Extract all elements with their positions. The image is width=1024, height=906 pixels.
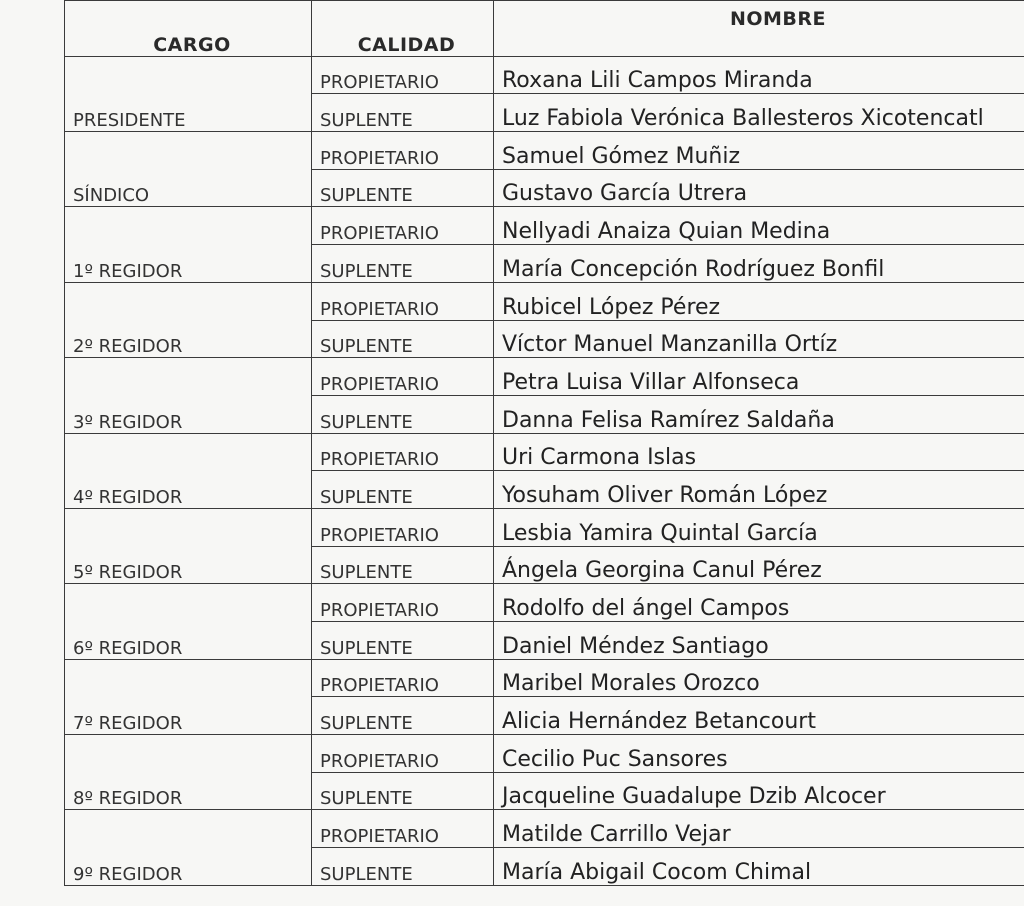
calidad-cell: SUPLENTE [312, 697, 494, 735]
calidad-cell: PROPIETARIO [312, 584, 494, 622]
nombre-cell: Cecilio Puc Sansores [494, 735, 1024, 773]
cargo-cell: 7º REGIDOR [65, 659, 312, 734]
nombre-cell: Uri Carmona Islas [494, 433, 1024, 471]
table-row [65, 508, 1024, 546]
calidad-cell: PROPIETARIO [312, 810, 494, 848]
nombre-cell: Matilde Carrillo Vejar [494, 810, 1024, 848]
nombre-cell: Gustavo García Utrera [494, 169, 1024, 207]
table-row [65, 735, 1024, 773]
calidad-cell: SUPLENTE [312, 848, 494, 886]
table-row [65, 584, 1024, 622]
cargo-cell: SÍNDICO [65, 132, 312, 207]
nombre-cell: María Concepción Rodríguez Bonfil [494, 245, 1024, 283]
cargo-cell: 8º REGIDOR [65, 735, 312, 810]
calidad-cell: PROPIETARIO [312, 56, 494, 94]
nombre-cell: Ángela Georgina Canul Pérez [494, 546, 1024, 584]
calidad-cell: SUPLENTE [312, 320, 494, 358]
calidad-cell: SUPLENTE [312, 395, 494, 433]
calidad-cell: PROPIETARIO [312, 282, 494, 320]
calidad-cell: PROPIETARIO [312, 207, 494, 245]
calidad-cell: PROPIETARIO [312, 433, 494, 471]
nombre-cell: Lesbia Yamira Quintal García [494, 508, 1024, 546]
cargo-cell: 3º REGIDOR [65, 358, 312, 433]
nombre-cell: Rodolfo del ángel Campos [494, 584, 1024, 622]
nombre-cell: Maribel Morales Orozco [494, 659, 1024, 697]
header-nombre: NOMBRE [494, 1, 1024, 57]
cargo-cell: 4º REGIDOR [65, 433, 312, 508]
table-row [65, 56, 1024, 94]
table-row [65, 132, 1024, 170]
calidad-cell: PROPIETARIO [312, 508, 494, 546]
nombre-cell: Rubicel López Pérez [494, 282, 1024, 320]
nombre-cell: Daniel Méndez Santiago [494, 622, 1024, 660]
table-row [65, 659, 1024, 697]
table-row [65, 358, 1024, 396]
calidad-cell: PROPIETARIO [312, 735, 494, 773]
cargo-cell: 6º REGIDOR [65, 584, 312, 659]
cargo-cell: PRESIDENTE [65, 56, 312, 131]
nombre-cell: Nellyadi Anaiza Quian Medina [494, 207, 1024, 245]
cargo-cell: 9º REGIDOR [65, 810, 312, 885]
calidad-cell: SUPLENTE [312, 546, 494, 584]
nombre-cell: Alicia Hernández Betancourt [494, 697, 1024, 735]
nombre-cell: Yosuham Oliver Román López [494, 471, 1024, 509]
calidad-cell: PROPIETARIO [312, 132, 494, 170]
calidad-cell: PROPIETARIO [312, 358, 494, 396]
table-row [65, 207, 1024, 245]
nombre-cell: Jacqueline Guadalupe Dzib Alcocer [494, 772, 1024, 810]
cargo-cell: 5º REGIDOR [65, 508, 312, 583]
table-body [65, 56, 1024, 885]
nombre-cell: Samuel Gómez Muñiz [494, 132, 1024, 170]
table-row [65, 433, 1024, 471]
calidad-cell: SUPLENTE [312, 245, 494, 283]
cargo-cell: 1º REGIDOR [65, 207, 312, 282]
calidad-cell: SUPLENTE [312, 622, 494, 660]
nombre-cell: Danna Felisa Ramírez Saldaña [494, 395, 1024, 433]
table-header-row [65, 1, 1024, 57]
nombre-cell: Petra Luisa Villar Alfonseca [494, 358, 1024, 396]
nombre-cell: Víctor Manuel Manzanilla Ortíz [494, 320, 1024, 358]
calidad-cell: PROPIETARIO [312, 659, 494, 697]
header-cargo: CARGO [65, 1, 312, 57]
nombre-cell: María Abigail Cocom Chimal [494, 848, 1024, 886]
candidates-table [64, 0, 1024, 886]
table-row [65, 810, 1024, 848]
nombre-cell: Roxana Lili Campos Miranda [494, 56, 1024, 94]
calidad-cell: SUPLENTE [312, 94, 494, 132]
nombre-cell: Luz Fabiola Verónica Ballesteros Xicotencatl [494, 94, 1024, 132]
header-calidad: CALIDAD [312, 1, 494, 57]
calidad-cell: SUPLENTE [312, 169, 494, 207]
cargo-cell: 2º REGIDOR [65, 282, 312, 357]
table-row [65, 282, 1024, 320]
calidad-cell: SUPLENTE [312, 471, 494, 509]
calidad-cell: SUPLENTE [312, 772, 494, 810]
